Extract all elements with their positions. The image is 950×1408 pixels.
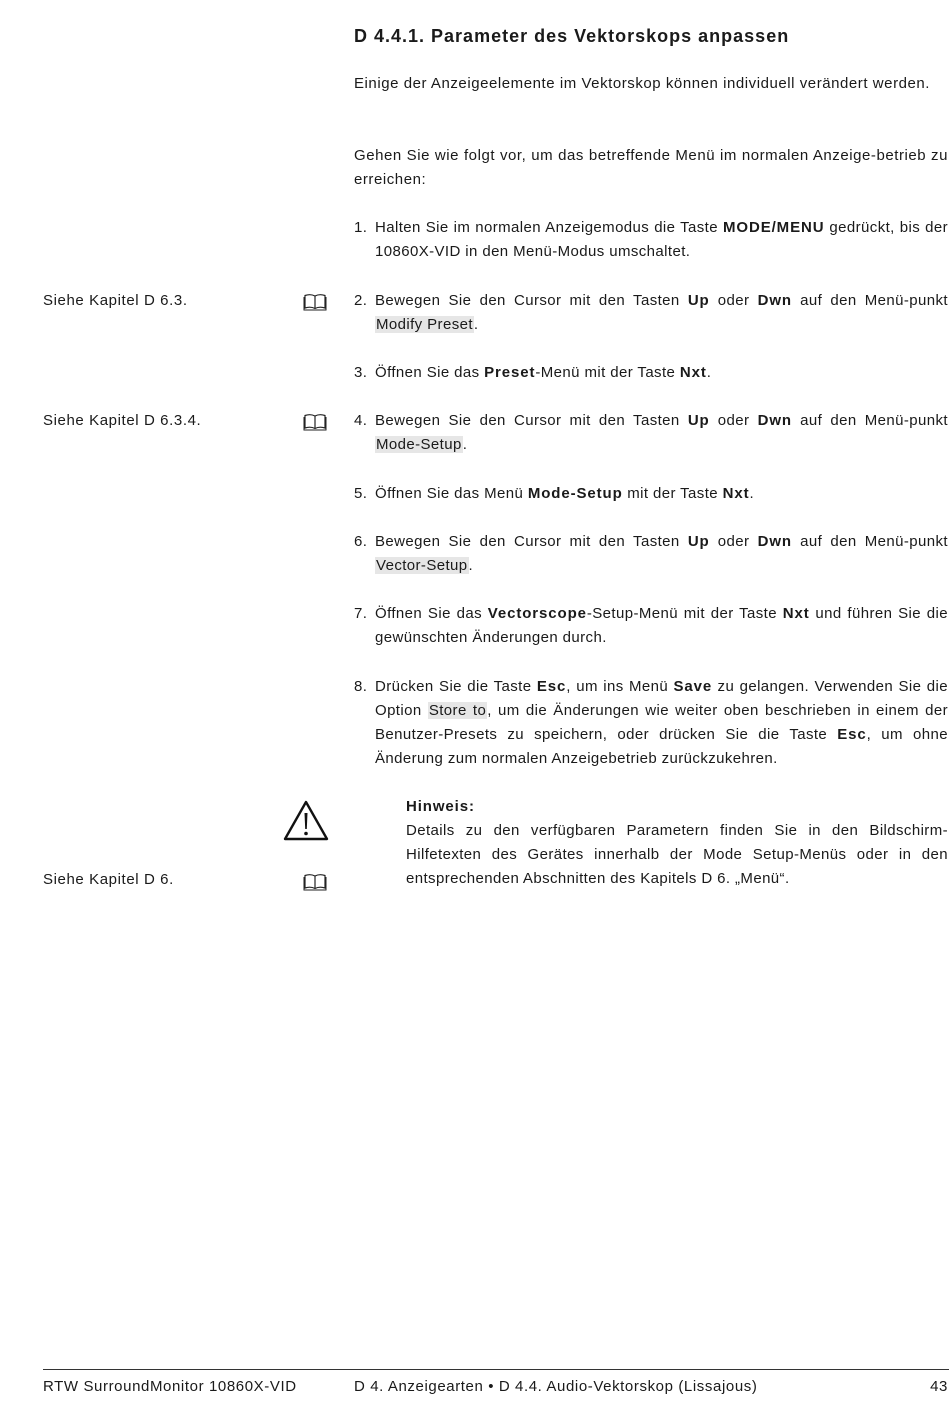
key-label: Up (687, 412, 710, 429)
footer-divider (43, 1369, 949, 1370)
key-label: Dwn (757, 292, 792, 309)
key-label: Up (687, 533, 710, 550)
page-number: 43 (930, 1378, 948, 1395)
menu-item-highlight: Vector-Setup (376, 557, 468, 574)
step-number: 3. (354, 364, 368, 381)
footer-section: D 4. Anzeigearten • D 4.4. Audio-Vektorskop (Lissajous) (354, 1378, 758, 1395)
key-label: Esc (837, 726, 867, 743)
book-icon (303, 293, 327, 311)
menu-item-highlight: Store to (428, 702, 487, 719)
step-number: 1. (354, 219, 368, 236)
menu-item-highlight: Modify Preset (376, 316, 473, 333)
note-title: Hinweis: (406, 798, 475, 815)
key-label: Vectorscope (487, 605, 587, 622)
note-box (406, 795, 948, 891)
step-number: 8. (354, 678, 368, 695)
step-3: 3. Öffnen Sie das Preset-Menü mit der Taste Nxt. (354, 361, 948, 385)
intro-paragraph-1: Einige der Anzeigeelemente im Vektorskop können individuell verändert werden. (354, 75, 931, 92)
note-text: Details zu den verfügbaren Parametern finden Sie in den Bildschirm-Hilfetexten des Gerätes innerhalb der Mode Setup-Menüs oder in den entsprechenden Abschnitten des Kapitels D 6. „Menü“. (406, 822, 948, 887)
step-number: 7. (354, 605, 368, 622)
key-label: Nxt (782, 605, 810, 622)
key-label: MODE/MENU (723, 219, 825, 236)
step-number: 2. (354, 292, 368, 309)
step-4: 4. Bewegen Sie den Cursor mit den Tasten Up oder Dwn auf den Menü-punkt Mode-Setup. (354, 409, 948, 457)
step-8: 8. Drücken Sie die Taste Esc, um ins Menü Save zu gelangen. Verwenden Sie die Option Store to, um die Änderungen wie weiter oben beschrieben in einem der Benutzer-Presets zu speichern, oder drücken Sie die Taste Esc, um ohne Änderung zum normalen Anzeigebetrieb zurückzukehren. (354, 675, 948, 771)
warning-icon (283, 799, 329, 841)
step-7: 7. Öffnen Sie das Vectorscope-Setup-Menü mit der Taste Nxt und führen Sie die gewünschten Änderungen durch. (354, 602, 948, 650)
step-number: 4. (354, 412, 368, 429)
key-label: Up (687, 292, 710, 309)
key-label: Dwn (757, 412, 792, 429)
page-heading: D 4.4.1. Parameter des Vektorskops anpassen (354, 26, 790, 46)
book-icon (303, 413, 327, 431)
key-label: Preset (484, 364, 536, 381)
menu-item-highlight: Mode-Setup (376, 436, 462, 453)
intro-paragraph-2: Gehen Sie wie folgt vor, um das betreffende Menü im normalen Anzeige-betrieb zu erreichen: (354, 147, 948, 188)
key-label: Nxt (722, 485, 750, 502)
step-2: 2. Bewegen Sie den Cursor mit den Tasten Up oder Dwn auf den Menü-punkt Modify Preset. (354, 289, 948, 337)
side-reference: Siehe Kapitel D 6.3. (43, 292, 188, 309)
footer-product: RTW SurroundMonitor 10860X-VID (43, 1378, 297, 1395)
step-number: 5. (354, 485, 368, 502)
book-icon (303, 873, 327, 891)
step-5: 5. Öffnen Sie das Menü Mode-Setup mit der Taste Nxt. (354, 482, 948, 506)
key-label: Save (673, 678, 713, 695)
side-reference: Siehe Kapitel D 6. (43, 871, 174, 888)
key-label: Nxt (679, 364, 707, 381)
key-label: Mode-Setup (527, 485, 623, 502)
step-number: 6. (354, 533, 368, 550)
key-label: Esc (536, 678, 567, 695)
step-1: 1. Halten Sie im normalen Anzeigemodus die Taste MODE/MENU gedrückt, bis der 10860X-VID in den Menü-Modus umschaltet. (354, 216, 948, 264)
step-6: 6. Bewegen Sie den Cursor mit den Tasten Up oder Dwn auf den Menü-punkt Vector-Setup. (354, 530, 948, 578)
key-label: Dwn (757, 533, 792, 550)
side-reference: Siehe Kapitel D 6.3.4. (43, 412, 202, 429)
